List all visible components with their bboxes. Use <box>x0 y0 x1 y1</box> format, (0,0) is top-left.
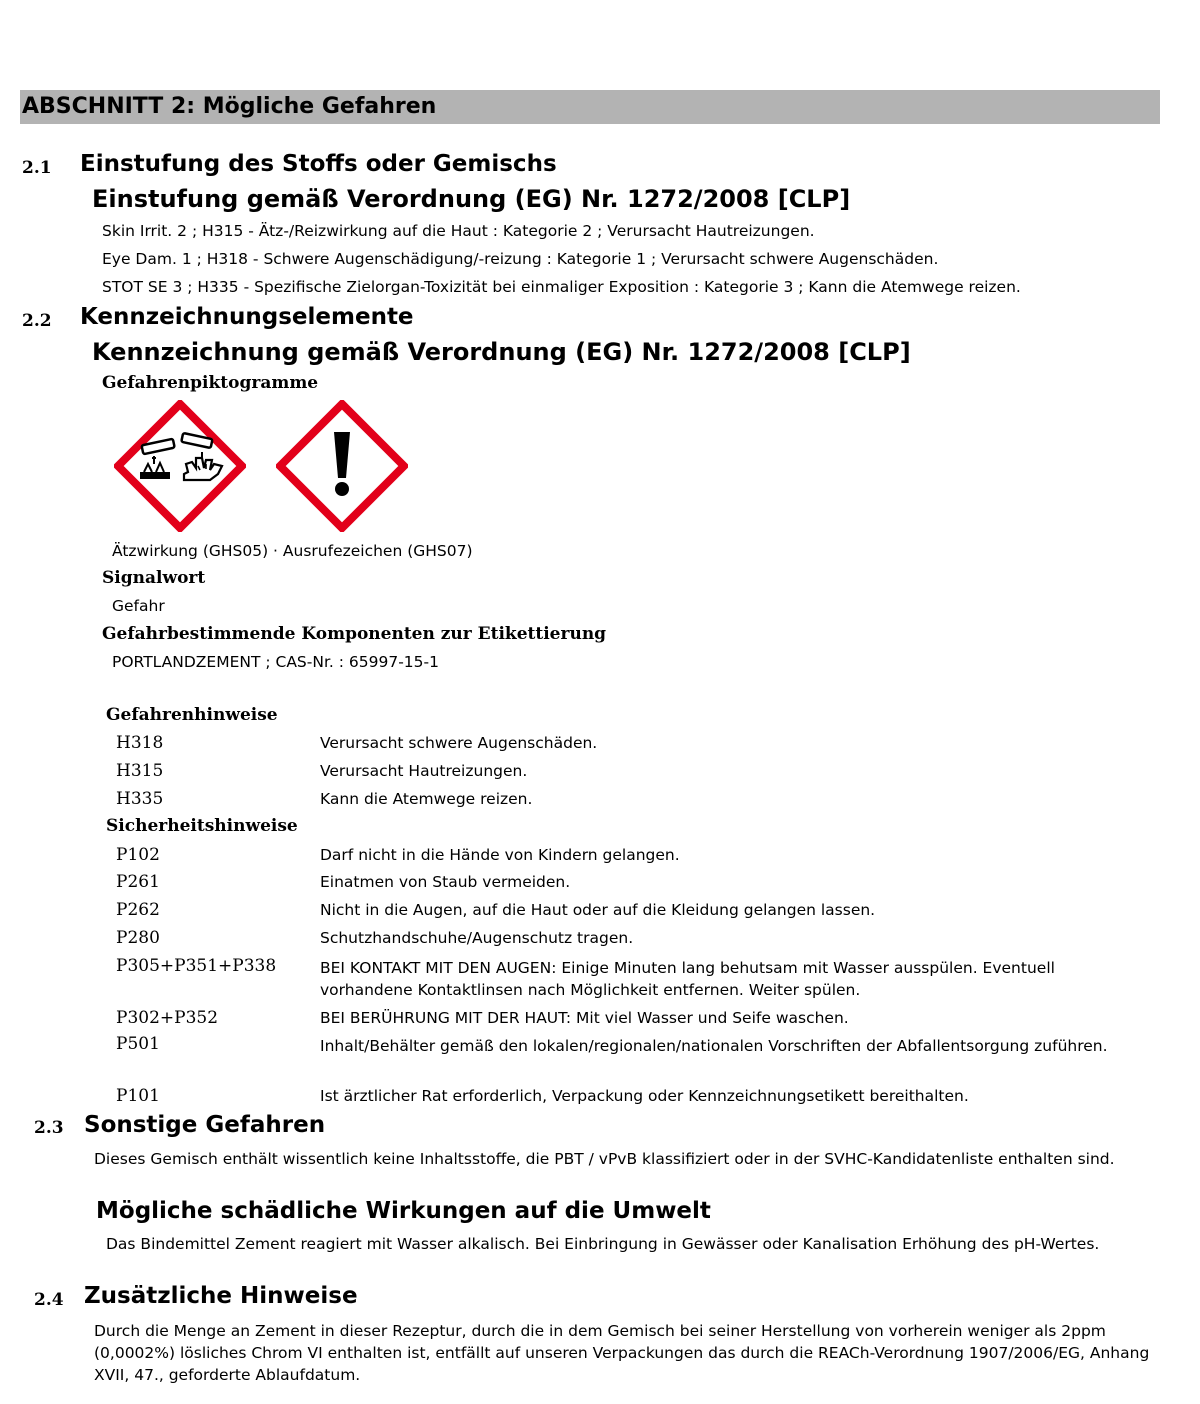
components-value: PORTLANDZEMENT ; CAS-Nr. : 65997-15-1 <box>112 653 439 671</box>
safety-text: Ist ärztlicher Rat erforderlich, Verpackung oder Kennzeichnungsetikett bereithalten. <box>320 1087 969 1105</box>
hazard-text: Verursacht schwere Augenschäden. <box>320 734 598 752</box>
section-title: ABSCHNITT 2: Mögliche Gefahren <box>22 94 437 119</box>
section-2-2-number: 2.2 <box>22 311 52 331</box>
section-2-1-number: 2.1 <box>22 158 52 178</box>
safety-code: P280 <box>116 928 160 948</box>
pictogram-caption: Ätzwirkung (GHS05) · Ausrufezeichen (GHS07) <box>112 542 473 560</box>
section-2-2-title: Kennzeichnungselemente <box>80 304 414 330</box>
hazard-code: H315 <box>116 761 164 781</box>
section-2-2-subtitle: Kennzeichnung gemäß Verordnung (EG) Nr. 1272/2008 [CLP] <box>92 338 911 366</box>
safety-text: Nicht in die Augen, auf die Haut oder auf die Kleidung gelangen lassen. <box>320 901 876 919</box>
classification-line: STOT SE 3 ; H335 - Spezifische Zielorgan-Toxizität bei einmaliger Exposition : Kategorie 3 ; Kann die Atemwege reizen. <box>102 278 1021 296</box>
safety-code: P101 <box>116 1086 160 1106</box>
hazard-text: Kann die Atemwege reizen. <box>320 790 533 808</box>
environment-text: Das Bindemittel Zement reagiert mit Wasser alkalisch. Bei Einbringung in Gewässer oder Kanalisation Erhöhung des pH-Wertes. <box>106 1235 1100 1253</box>
hazard-text: Verursacht Hautreizungen. <box>320 762 528 780</box>
environment-subtitle: Mögliche schädliche Wirkungen auf die Umwelt <box>96 1198 711 1224</box>
section-2-4-title: Zusätzliche Hinweise <box>84 1283 358 1309</box>
classification-line: Eye Dam. 1 ; H318 - Schwere Augenschädigung/-reizung : Kategorie 1 ; Verursacht schwere Augenschäden. <box>102 250 939 268</box>
safety-code: P102 <box>116 845 160 865</box>
section-2-3-title: Sonstige Gefahren <box>84 1112 326 1138</box>
classification-line: Skin Irrit. 2 ; H315 - Ätz-/Reizwirkung auf die Haut : Kategorie 2 ; Verursacht Hautreizungen. <box>102 222 815 240</box>
components-label: Gefahrbestimmende Komponenten zur Etikettierung <box>102 624 607 644</box>
safety-code: P302+P352 <box>116 1008 219 1028</box>
ghs07-exclamation-icon <box>276 400 408 532</box>
additional-info-text: Durch die Menge an Zement in dieser Rezeptur, durch die in dem Gemisch bei seiner Herstellung von vorherein weniger als 2ppm (0,0002%) lösliches Chrom VI enthalten ist, entfällt auf unseren Verpackungen das durch die REACh-Verordnung 1907/2006/EG, Anhang XVII, 47., geforderte Ablaufdatum. <box>94 1322 1150 1384</box>
safety-text: Inhalt/Behälter gemäß den lokalen/regionalen/nationalen Vorschriften der Abfallentsorgung zuführen. <box>320 1037 1108 1055</box>
hazard-statements-label: Gefahrenhinweise <box>106 705 278 725</box>
other-hazards-text: Dieses Gemisch enthält wissentlich keine Inhaltsstoffe, die PBT / vPvB klassifiziert oder in der SVHC-Kandidatenliste enthalten sind. <box>94 1150 1115 1168</box>
safety-text: BEI KONTAKT MIT DEN AUGEN: Einige Minuten lang behutsam mit Wasser ausspülen. Eventuell vorhandene Kontaktlinsen nach Möglichkeit entfernen. Weiter spülen. <box>320 959 1055 999</box>
safety-statements-label: Sicherheitshinweise <box>106 816 298 836</box>
safety-text: Darf nicht in die Hände von Kindern gelangen. <box>320 846 680 864</box>
safety-code: P262 <box>116 900 160 920</box>
safety-text: BEI BERÜHRUNG MIT DER HAUT: Mit viel Wasser und Seife waschen. <box>320 1009 849 1027</box>
safety-code: P261 <box>116 872 160 892</box>
section-2-4-number: 2.4 <box>34 1290 64 1310</box>
hazard-code: H318 <box>116 733 164 753</box>
safety-code: P501 <box>116 1034 160 1054</box>
safety-code: P305+P351+P338 <box>116 956 277 976</box>
hazard-code: H335 <box>116 789 164 809</box>
section-2-1-title: Einstufung des Stoffs oder Gemischs <box>80 151 557 177</box>
signal-word-value: Gefahr <box>112 597 165 615</box>
safety-text: Schutzhandschuhe/Augenschutz tragen. <box>320 929 634 947</box>
safety-text: Einatmen von Staub vermeiden. <box>320 873 571 891</box>
signal-word-label: Signalwort <box>102 568 206 588</box>
section-2-3-number: 2.3 <box>34 1118 64 1138</box>
ghs05-corrosion-icon <box>114 400 246 532</box>
section-2-1-subtitle: Einstufung gemäß Verordnung (EG) Nr. 1272/2008 [CLP] <box>92 185 851 213</box>
pictograms-label: Gefahrenpiktogramme <box>102 373 319 393</box>
